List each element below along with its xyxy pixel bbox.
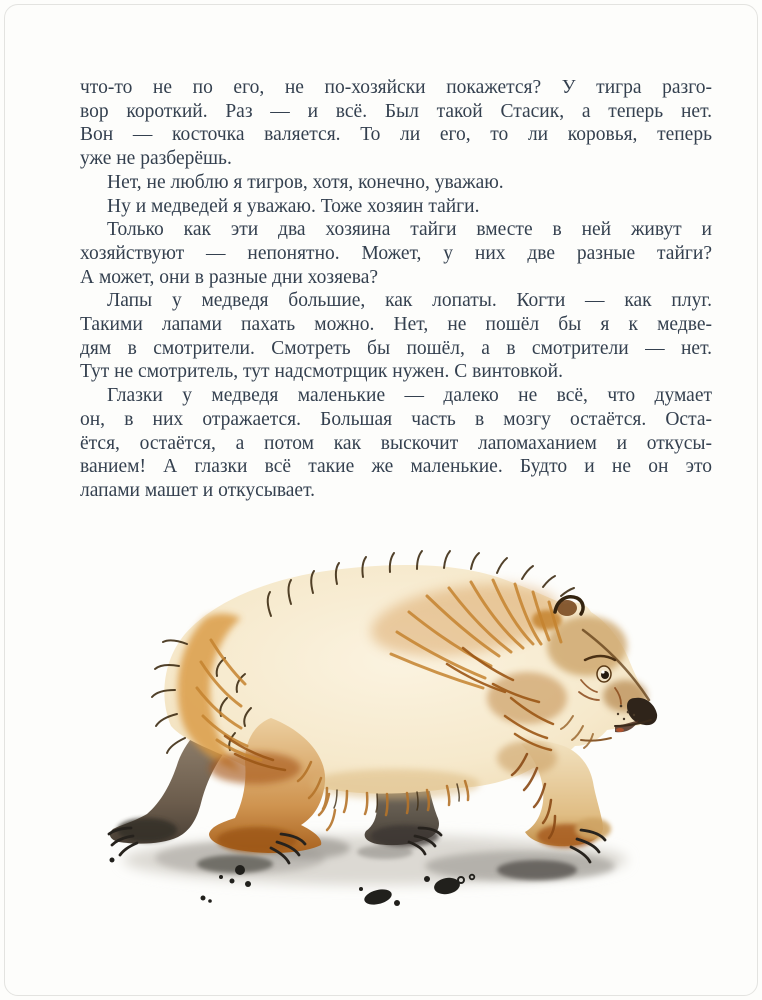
- paragraph: [80, 218, 712, 289]
- text-line: Тут не смотритель, тут надсмотрщик нужен. С винтовкой.: [80, 361, 563, 383]
- text-line: Только как эти два хозяина тайги вместе в ней живут и: [107, 219, 712, 241]
- text-line: что-то не по его, не по-хозяйски покажется? У тигра разго-: [80, 77, 712, 98]
- text-line: дям в смотрители. Смотреть бы пошёл, а в смотрители — нет.: [80, 337, 712, 359]
- bear-illustration-svg: [75, 548, 687, 968]
- text-line: Глазки у медведя маленькие — далеко не всё, что думает: [107, 385, 712, 407]
- paragraph: [80, 384, 712, 503]
- text-line: он, в них отражается. Большая часть в мозгу остаётся. Оста-: [80, 408, 712, 430]
- paragraph: [80, 195, 712, 219]
- paragraph: [80, 171, 712, 195]
- paragraph: [80, 76, 712, 171]
- text-line: ётся, остаётся, а потом как выскочит лапомаханием и откусы-: [80, 432, 712, 454]
- text-line: А может, они в разные дни хозяева?: [80, 266, 379, 288]
- text-line: Нет, не люблю я тигров, хотя, конечно, уважаю.: [107, 171, 504, 193]
- bear-illustration: [75, 548, 687, 968]
- text-line: хозяйствуют — непонятно. Может, у них две разные тайги?: [80, 242, 712, 264]
- ground-shadow: [110, 835, 628, 907]
- text-line: лапами машет и откусывает.: [80, 479, 316, 501]
- text-line: ванием! А глазки всё такие же маленькие. Будто и не он это: [80, 456, 712, 478]
- text-line: вор короткий. Раз — и всё. Был такой Стасик, а теперь нет.: [80, 100, 712, 122]
- text-line: Ну и медведей я уважаю. Тоже хозяин тайги.: [107, 195, 480, 217]
- story-text: [80, 76, 712, 503]
- text-line: Вон — косточка валяется. То ли его, то ли коровья, теперь: [80, 124, 712, 146]
- text-line: Лапы у медведя большие, как лопаты. Когти — как плуг.: [107, 290, 712, 312]
- text-line: уже не разберёшь.: [80, 148, 232, 170]
- text-line: Такими лапами пахать можно. Нет, не пошёл бы я к медве-: [80, 314, 712, 336]
- paragraph: [80, 289, 712, 384]
